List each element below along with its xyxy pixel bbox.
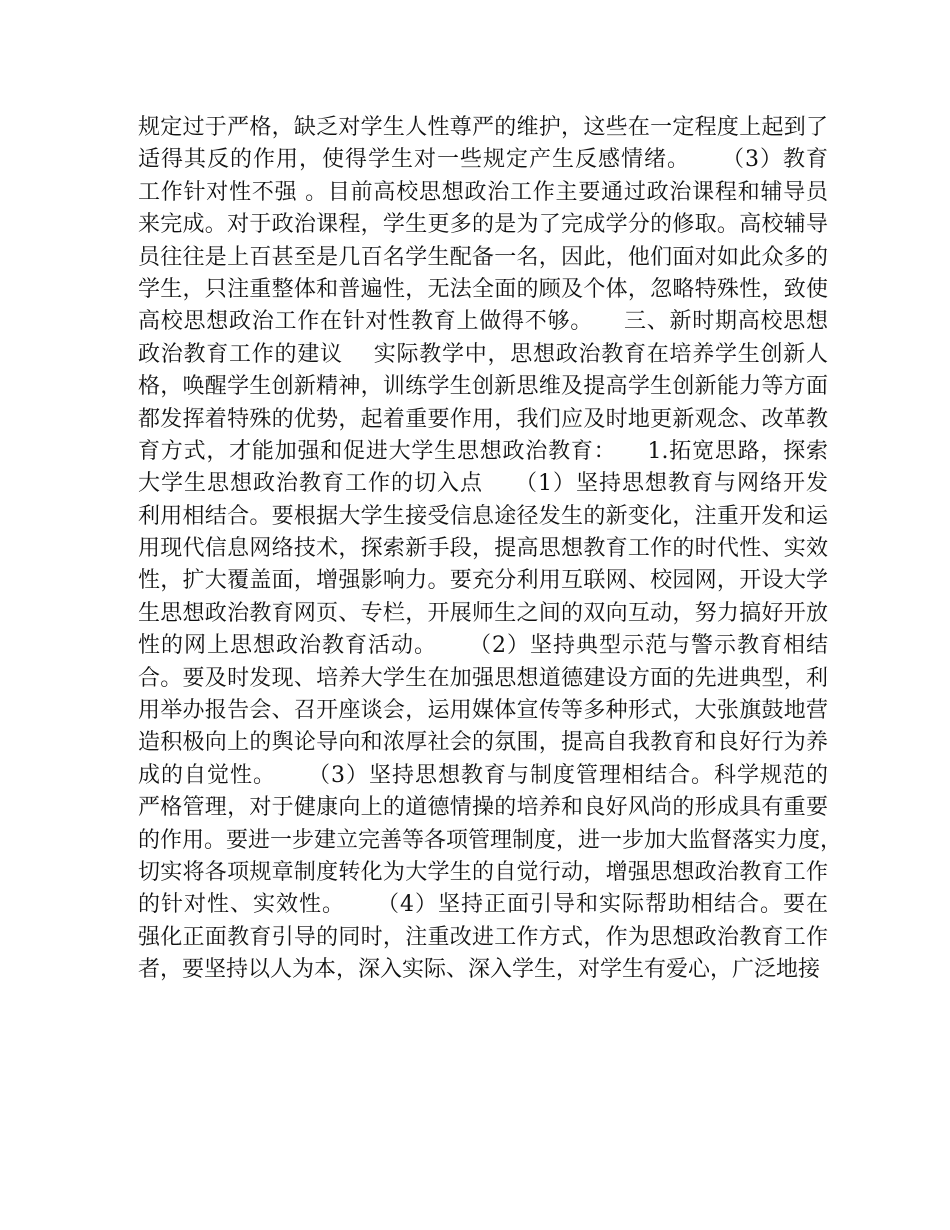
text-line: 合。要及时发现、培养大学生在加强思想道德建设方面的先进典型，利	[138, 665, 828, 691]
text-line: 用现代信息网络技术，探索新手段，提高思想教育工作的时代性、实效	[138, 536, 828, 562]
text-line: 性的网上思想政治教育活动。 （2）坚持典型示范与警示教育相结	[138, 633, 828, 659]
text-line: 工作针对性不强 。目前高校思想政治工作主要通过政治课程和辅导员	[138, 179, 828, 205]
text-line: 育方式，才能加强和促进大学生思想政治教育： 1.拓宽思路，探索	[138, 438, 828, 464]
text-line: 的针对性、实效性。 （4）坚持正面引导和实际帮助相结合。要在	[138, 892, 828, 918]
text-line: 生思想政治教育网页、专栏，开展师生之间的双向互动，努力搞好开放	[138, 600, 828, 626]
text-line: 利用相结合。要根据大学生接受信息途径发生的新变化，注重开发和运	[138, 503, 828, 529]
text-line: 性，扩大覆盖面，增强影响力。要充分利用互联网、校园网，开设大学	[138, 568, 828, 594]
text-line: 切实将各项规章制度转化为大学生的自觉行动，增强思想政治教育工作	[138, 859, 828, 885]
text-line: 适得其反的作用，使得学生对一些规定产生反感情绪。 （3）教育	[138, 147, 828, 173]
text-line: 格，唤醒学生创新精神，训练学生创新思维及提高学生创新能力等方面	[138, 374, 828, 400]
text-line: 者，要坚持以人为本，深入实际、深入学生，对学生有爱心，广泛地接	[138, 957, 821, 983]
text-line: 规定过于严格，缺乏对学生人性尊严的维护，这些在一定程度上起到了	[138, 115, 828, 140]
text-line: 造积极向上的舆论导向和浓厚社会的氛围，提高自我教育和良好行为养	[138, 730, 828, 756]
text-line: 员往往是上百甚至是几百名学生配备一名，因此，他们面对如此众多的	[138, 244, 828, 270]
text-line: 的作用。要进一步建立完善等各项管理制度，进一步加大监督落实力度，	[138, 827, 843, 853]
body-text	[138, 112, 843, 987]
text-line: 强化正面教育引导的同时，注重改进工作方式，作为思想政治教育工作	[138, 924, 828, 950]
text-line: 严格管理，对于健康向上的道德情操的培养和良好风尚的形成具有重要	[138, 795, 828, 821]
text-line: 成的自觉性。 （3）坚持思想教育与制度管理相结合。科学规范的	[138, 762, 828, 788]
text-line: 政治教育工作的建议 实际教学中，思想政治教育在培养学生创新人	[138, 341, 828, 367]
text-line: 用举办报告会、召开座谈会，运用媒体宣传等多种形式，大张旗鼓地营	[138, 698, 828, 724]
text-line: 都发挥着特殊的优势，起着重要作用，我们应及时地更新观念、改革教	[138, 406, 828, 432]
text-line: 大学生思想政治教育工作的切入点 （1）坚持思想教育与网络开发	[138, 471, 828, 497]
text-line: 来完成。对于政治课程，学生更多的是为了完成学分的修取。高校辅导	[138, 212, 828, 238]
text-line: 学生，只注重整体和普遍性，无法全面的顾及个体，忽略特殊性，致使	[138, 276, 828, 302]
text-line: 高校思想政治工作在针对性教育上做得不够。 三、新时期高校思想	[138, 309, 828, 335]
